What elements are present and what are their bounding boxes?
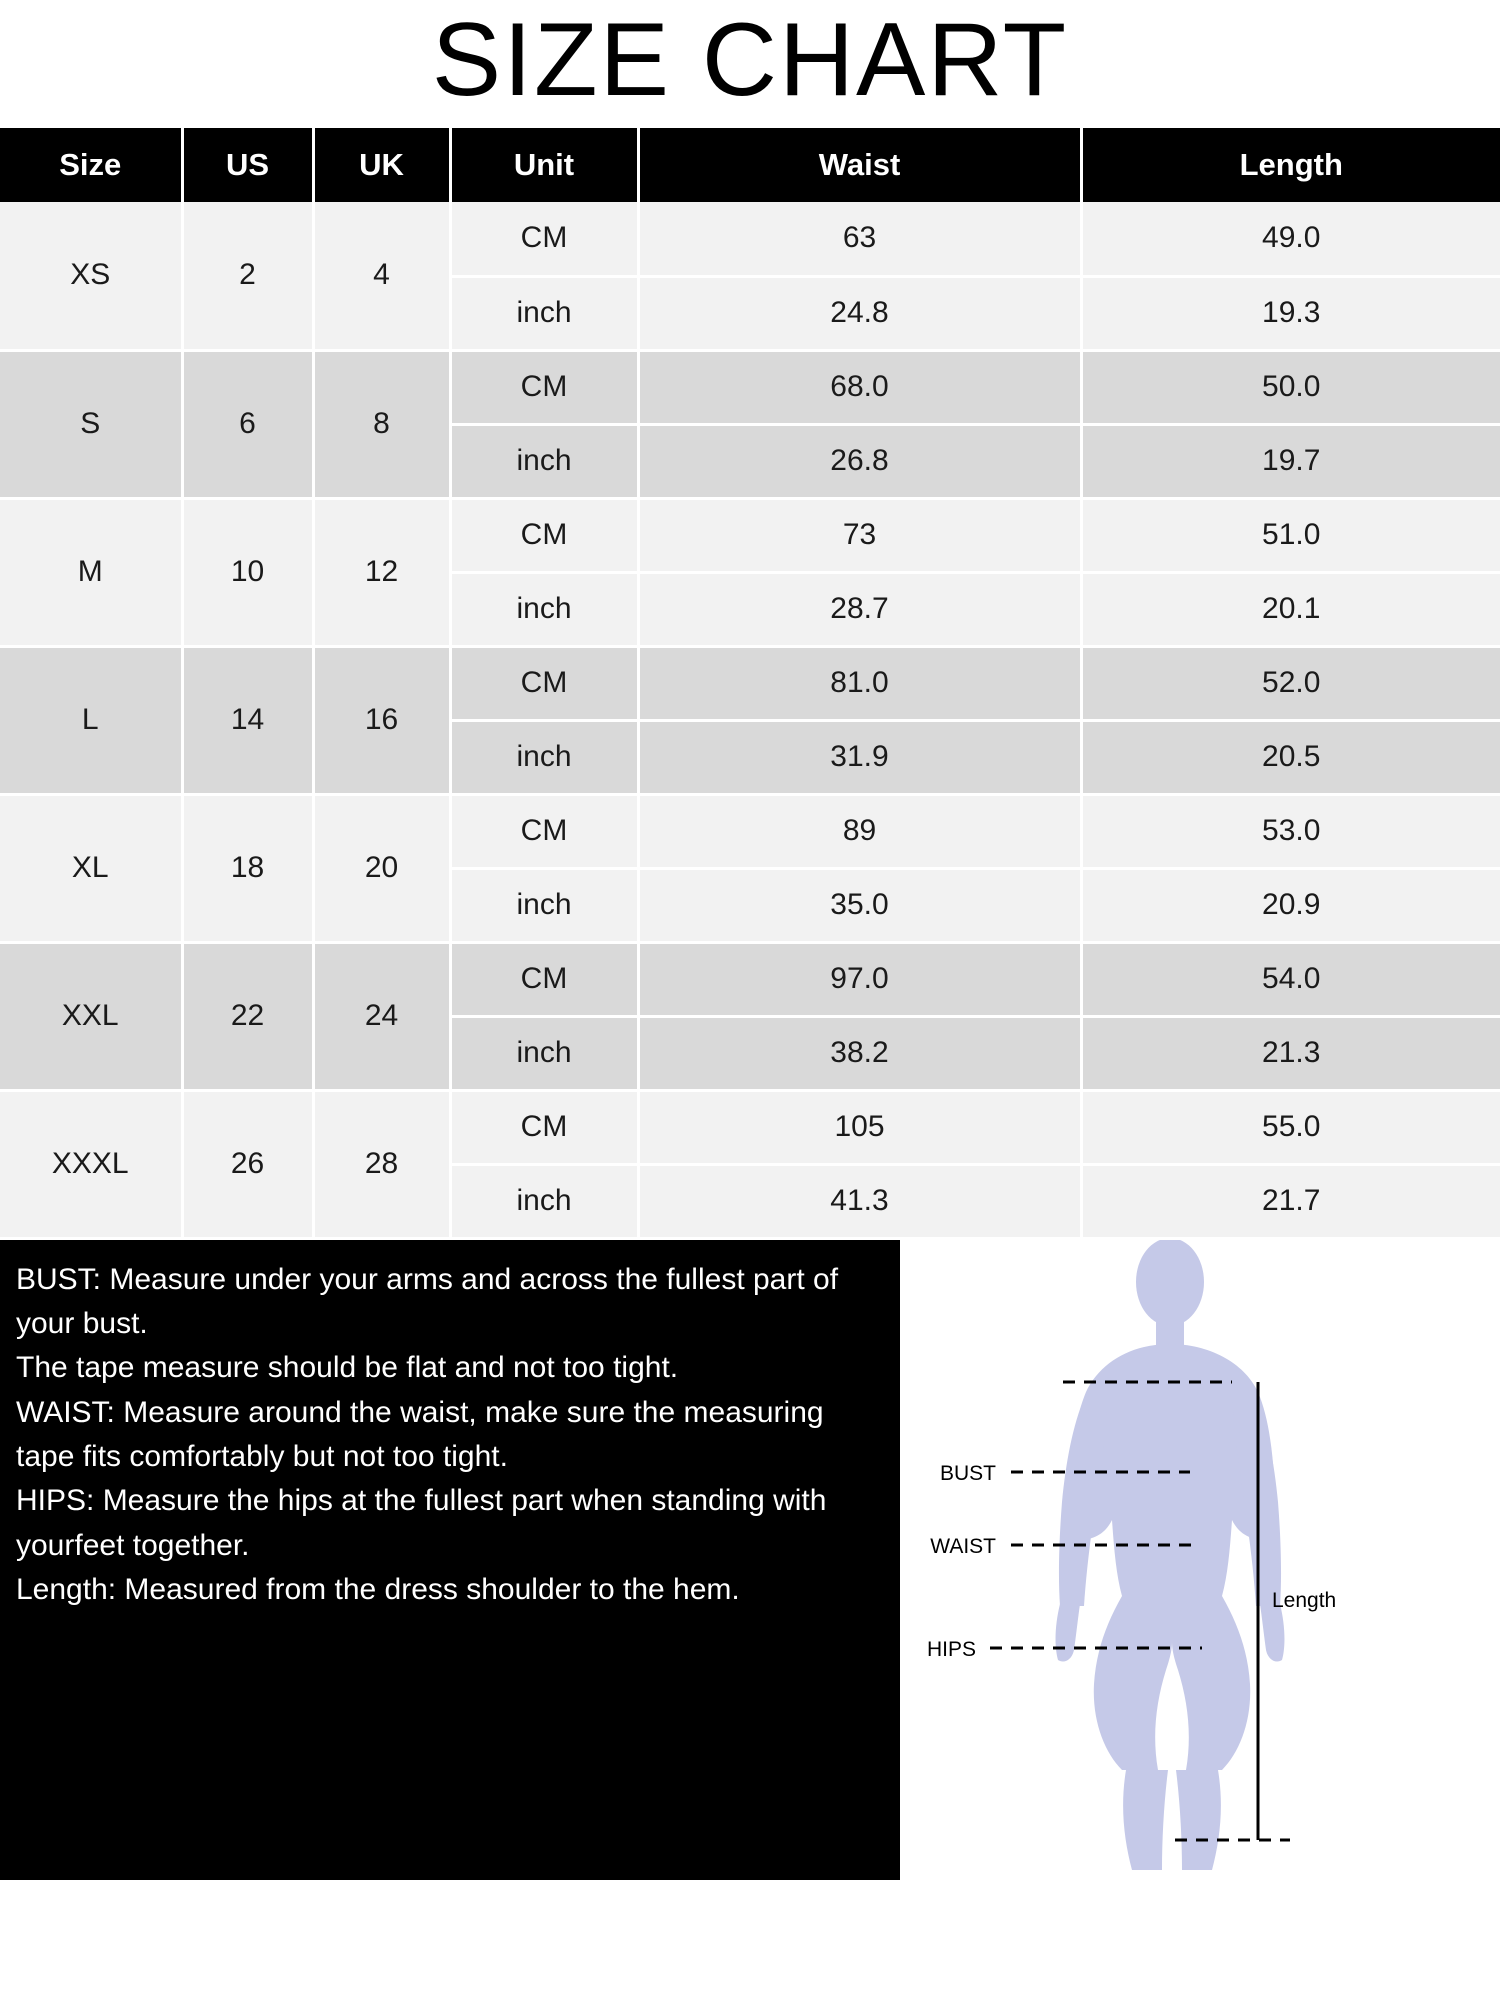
- label-bust: BUST: [939, 1461, 996, 1485]
- cell-uk: 8: [313, 350, 450, 498]
- cell-length: 51.0: [1081, 498, 1500, 572]
- cell-unit: CM: [450, 1090, 638, 1164]
- cell-length: 20.5: [1081, 720, 1500, 794]
- table-row: [0, 646, 1500, 720]
- cell-length: 49.0: [1081, 202, 1500, 276]
- cell-us: 26: [182, 1090, 313, 1238]
- cell-waist: 97.0: [638, 942, 1081, 1016]
- table-row: [0, 794, 1500, 868]
- cell-length: 19.3: [1081, 276, 1500, 350]
- label-waist: WAIST: [930, 1534, 996, 1558]
- cell-uk: 12: [313, 498, 450, 646]
- column-header-size: Size: [0, 128, 182, 202]
- cell-waist: 41.3: [638, 1164, 1081, 1238]
- cell-length: 20.1: [1081, 572, 1500, 646]
- cell-unit: inch: [450, 1164, 638, 1238]
- instruction-length: Length: Measured from the dress shoulder to the hem.: [16, 1573, 740, 1607]
- column-header-unit: Unit: [450, 128, 638, 202]
- cell-waist: 81.0: [638, 646, 1081, 720]
- cell-unit: CM: [450, 942, 638, 1016]
- cell-length: 50.0: [1081, 350, 1500, 424]
- cell-unit: CM: [450, 646, 638, 720]
- table-row: [0, 1090, 1500, 1164]
- cell-uk: 4: [313, 202, 450, 350]
- column-header-length: Length: [1081, 128, 1500, 202]
- cell-unit: inch: [450, 424, 638, 498]
- cell-uk: 16: [313, 646, 450, 794]
- cell-size: M: [0, 498, 182, 646]
- cell-unit: CM: [450, 794, 638, 868]
- table-row: [0, 942, 1500, 1016]
- cell-waist: 68.0: [638, 350, 1081, 424]
- column-header-waist: Waist: [638, 128, 1081, 202]
- cell-size: S: [0, 350, 182, 498]
- cell-uk: 20: [313, 794, 450, 942]
- cell-unit: inch: [450, 720, 638, 794]
- table-header-row: [0, 128, 1500, 202]
- cell-waist: 105: [638, 1090, 1081, 1164]
- cell-unit: inch: [450, 276, 638, 350]
- cell-uk: 24: [313, 942, 450, 1090]
- cell-length: 21.7: [1081, 1164, 1500, 1238]
- cell-length: 53.0: [1081, 794, 1500, 868]
- measurement-figure: [900, 1240, 1500, 1880]
- cell-size: XS: [0, 202, 182, 350]
- label-length: Length: [1272, 1588, 1337, 1612]
- cell-us: 10: [182, 498, 313, 646]
- cell-unit: inch: [450, 572, 638, 646]
- cell-length: 54.0: [1081, 942, 1500, 1016]
- cell-uk: 28: [313, 1090, 450, 1238]
- instruction-hips: HIPS: Measure the hips at the fullest part when standing with yourfeet together.: [16, 1484, 827, 1562]
- cell-waist: 31.9: [638, 720, 1081, 794]
- cell-length: 55.0: [1081, 1090, 1500, 1164]
- body-silhouette-icon: [1056, 1240, 1285, 1870]
- label-hips: HIPS: [926, 1637, 976, 1661]
- bottom-section: [0, 1240, 1500, 1880]
- cell-size: XXXL: [0, 1090, 182, 1238]
- cell-waist: 89: [638, 794, 1081, 868]
- size-chart-table: [0, 128, 1500, 1240]
- cell-length: 21.3: [1081, 1016, 1500, 1090]
- cell-waist: 63: [638, 202, 1081, 276]
- cell-length: 20.9: [1081, 868, 1500, 942]
- page-title: SIZE CHART: [431, 2, 1069, 118]
- measurement-instructions: [0, 1240, 900, 1880]
- cell-waist: 26.8: [638, 424, 1081, 498]
- cell-size: XL: [0, 794, 182, 942]
- cell-waist: 28.7: [638, 572, 1081, 646]
- cell-us: 14: [182, 646, 313, 794]
- table-row: [0, 202, 1500, 276]
- cell-length: 19.7: [1081, 424, 1500, 498]
- cell-size: XXL: [0, 942, 182, 1090]
- column-header-uk: UK: [313, 128, 450, 202]
- cell-waist: 73: [638, 498, 1081, 572]
- cell-unit: CM: [450, 202, 638, 276]
- cell-size: L: [0, 646, 182, 794]
- cell-waist: 38.2: [638, 1016, 1081, 1090]
- cell-us: 22: [182, 942, 313, 1090]
- cell-unit: CM: [450, 350, 638, 424]
- column-header-us: US: [182, 128, 313, 202]
- cell-us: 6: [182, 350, 313, 498]
- table-row: [0, 498, 1500, 572]
- female-body-diagram: [900, 1240, 1500, 1880]
- cell-unit: inch: [450, 1016, 638, 1090]
- instruction-bust: BUST: Measure under your arms and across the fullest part of your bust.: [16, 1262, 839, 1340]
- cell-waist: 35.0: [638, 868, 1081, 942]
- table-row: [0, 350, 1500, 424]
- cell-waist: 24.8: [638, 276, 1081, 350]
- instruction-tape: The tape measure should be flat and not too tight.: [16, 1351, 679, 1385]
- instruction-waist: WAIST: Measure around the waist, make sure the measuring tape fits comfortably but not too tight.: [16, 1395, 824, 1474]
- cell-length: 52.0: [1081, 646, 1500, 720]
- cell-us: 18: [182, 794, 313, 942]
- cell-unit: CM: [450, 498, 638, 572]
- cell-unit: inch: [450, 868, 638, 942]
- cell-us: 2: [182, 202, 313, 350]
